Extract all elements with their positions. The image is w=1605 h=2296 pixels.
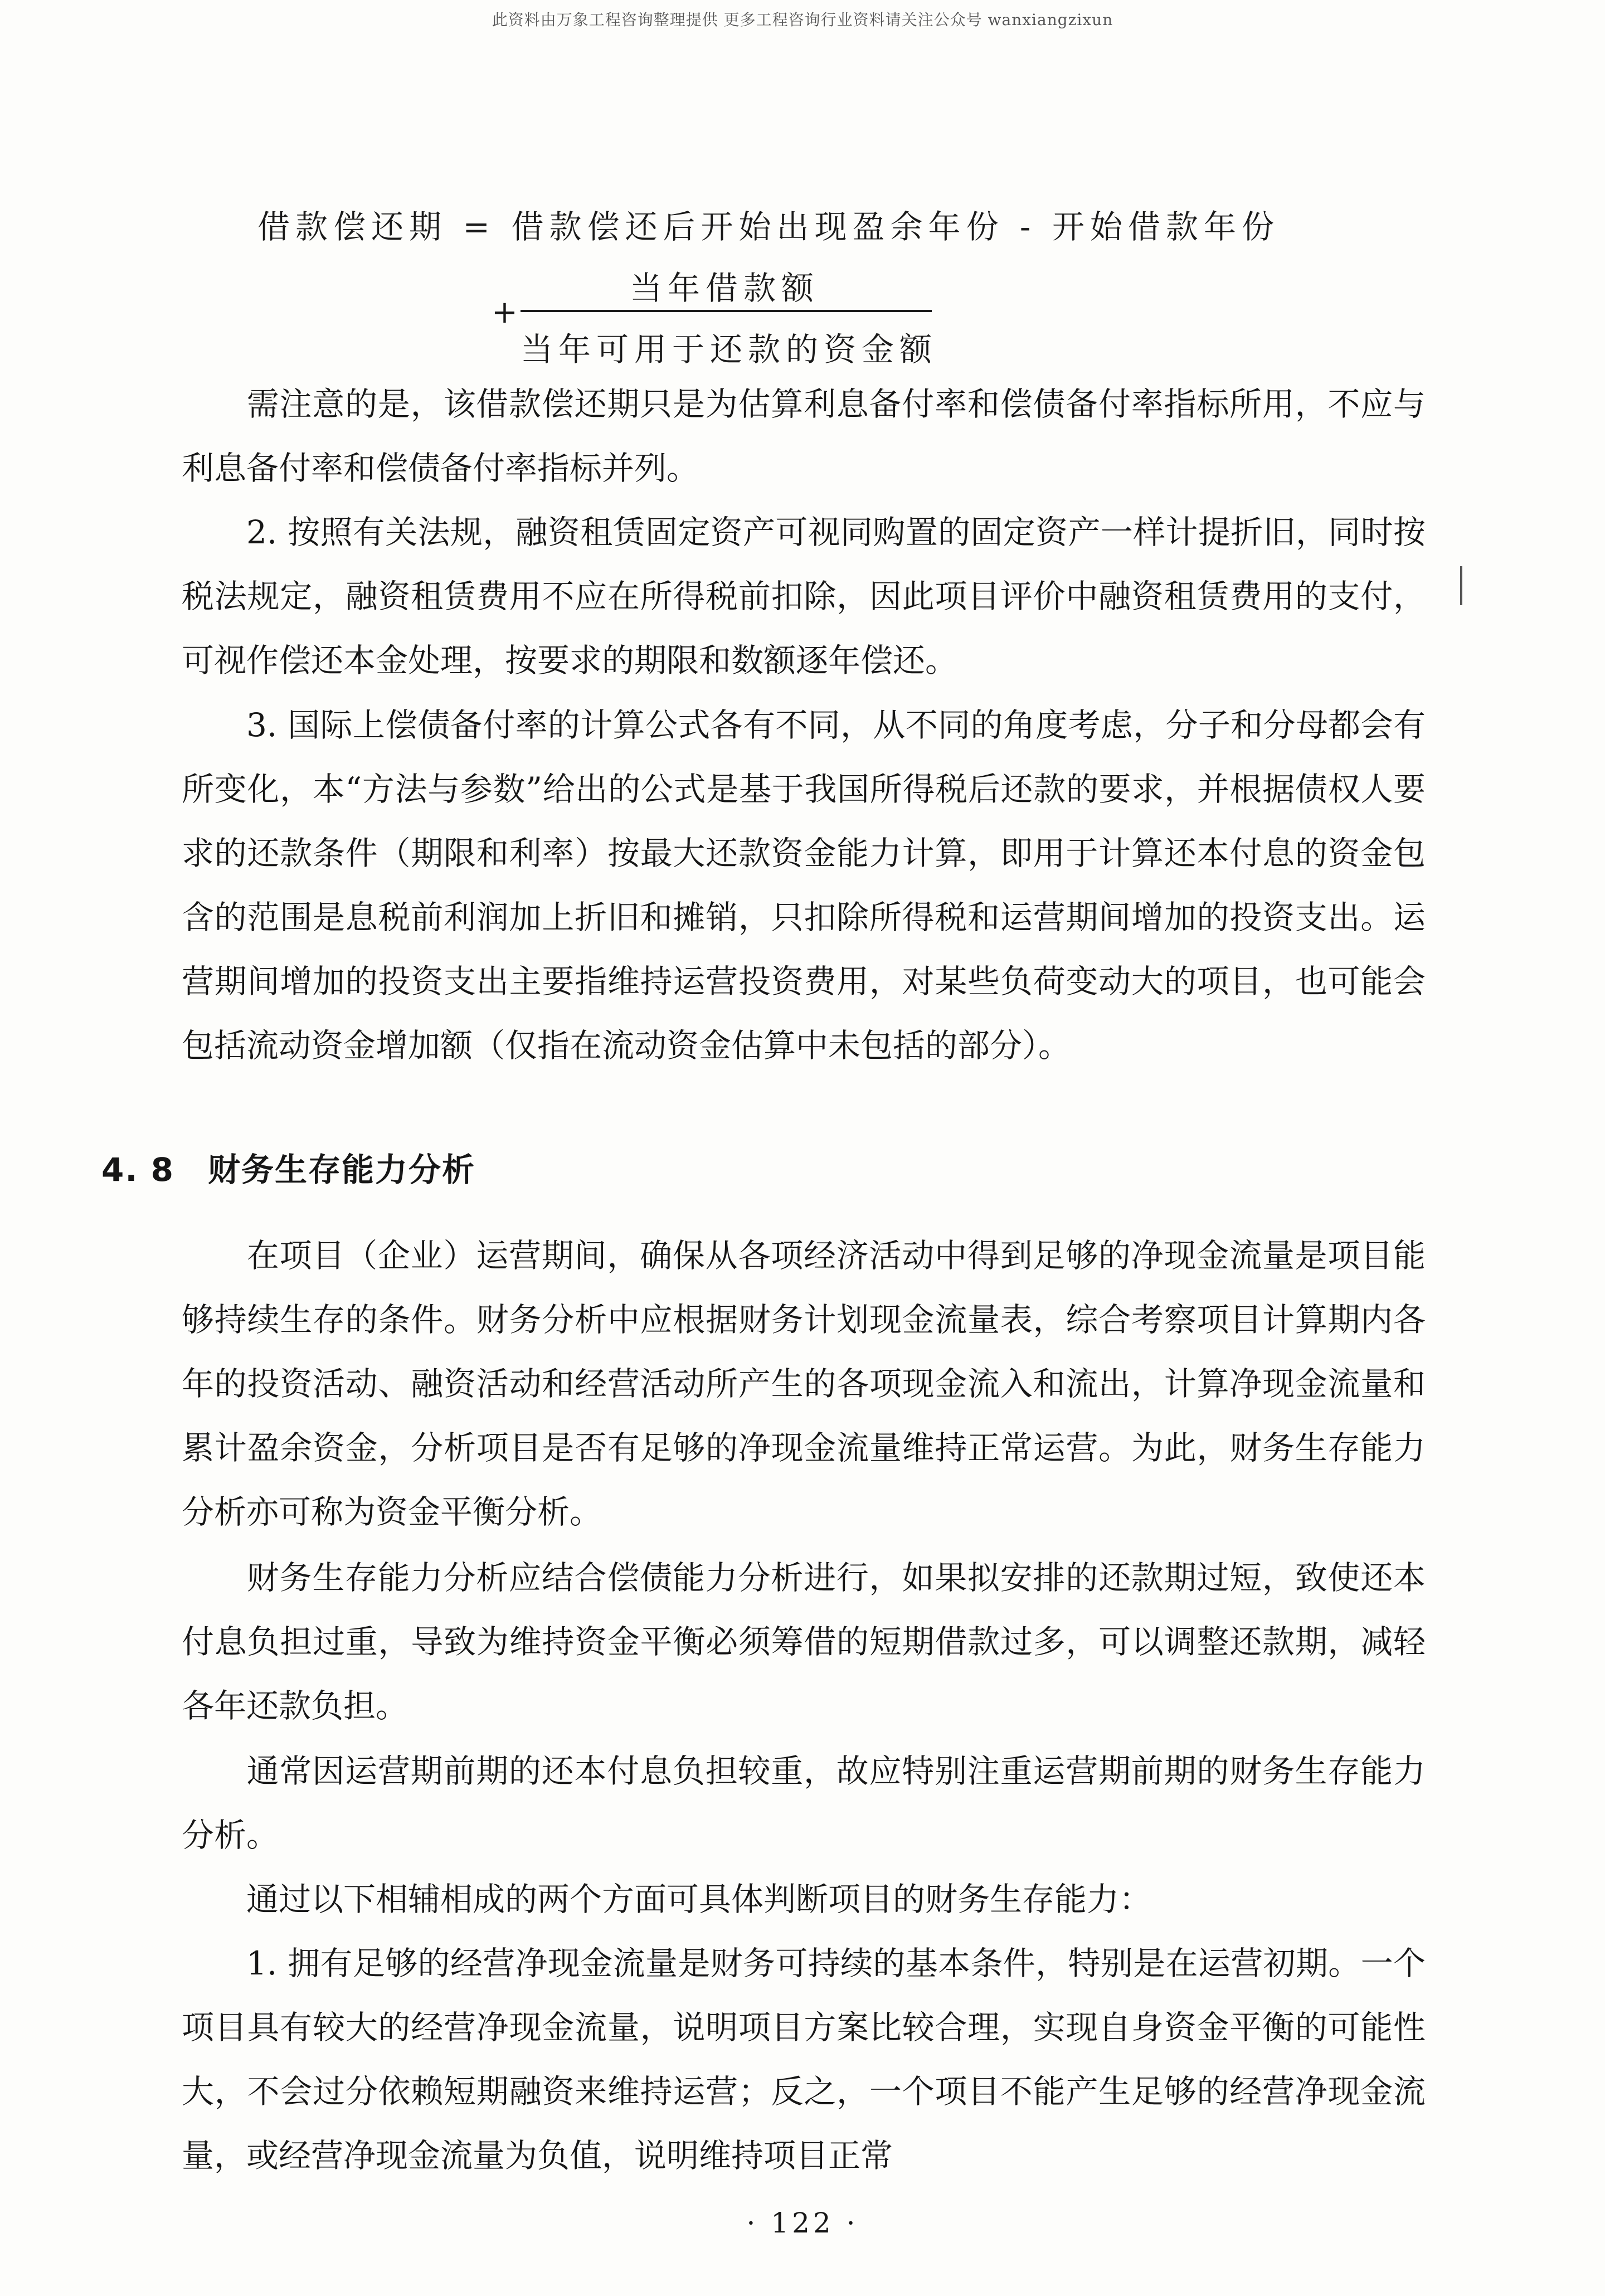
paragraph-aspect-1 [182,1932,1426,2188]
section-heading [101,1144,475,1190]
section-title: 财务生存能力分析 [207,1151,475,1189]
formula-numerator: 当年借款额 [630,269,820,307]
paragraph-early-period [182,1739,1426,1867]
header-watermark: 此资料由万象工程咨询整理提供 更多工程咨询行业资料请关注公众号 wanxiangzixun [492,11,1113,29]
paragraph-two-aspects [182,1867,1426,1932]
paragraph-early-period-text: 通常因运营期前期的还本付息负担较重，故应特别注重运营期前期的财务生存能力分析。 [182,1752,1426,1854]
margin-mark [1460,566,1462,605]
formula-denominator: 当年可用于还款的资金额 [521,330,938,368]
section-number: 4. 8 [101,1151,174,1189]
paragraph-item-2-text: 2. 按照有关法规，融资租赁固定资产可视同购置的固定资产一样计提折旧，同时按税法规定，融资租赁费用不应在所得税前扣除，因此项目评价中融资租赁费用的支付，可视作偿还本金处理，按要求的期限和数额逐年偿还。 [182,513,1426,679]
formula-main-line: 借款偿还期 = 借款偿还后开始出现盈余年份 - 开始借款年份 [257,208,1280,246]
paragraph-combine [182,1546,1426,1738]
paragraph-item-3-text: 3. 国际上偿债备付率的计算公式各有不同，从不同的角度考虑，分子和分母都会有所变化，本“方法与参数”给出的公式是基于我国所得税后还款的要求，并根据债权人要求的还款条件（期限和利率）按最大还款资金能力计算，即用于计算还本付息的资金包含的范围是息税前利润加上折旧和摊销，只扣除所得税和运营期间增加的投资支出。运营期间增加的投资支出主要指维持运营投资费用，对某些负荷变动大的项目，也可能会包括流动资金增加额（仅指在流动资金估算中未包括的部分）。 [182,706,1426,1064]
paragraph-item-3 [182,693,1426,1078]
paragraph-intro [182,1224,1426,1544]
formula-plus: + [492,294,518,330]
paragraph-intro-text: 在项目（企业）运营期间，确保从各项经济活动中得到足够的净现金流量是项目能够持续生存的条件。财务分析中应根据财务计划现金流量表，综合考察项目计算期内各年的投资活动、融资活动和经营活动所产生的各项现金流入和流出，计算净现金流量和累计盈余资金，分析项目是否有足够的净现金流量维持正常运营。为此，财务生存能力分析亦可称为资金平衡分析。 [182,1237,1426,1531]
formula-fraction-bar [521,310,932,312]
page-number: · 122 · [746,2207,859,2239]
paragraph-aspect-1-text: 1. 拥有足够的经营净现金流量是财务可持续的基本条件，特别是在运营初期。一个项目具有较大的经营净现金流量，说明项目方案比较合理，实现自身资金平衡的可能性大，不会过分依赖短期融资来维持运营；反之，一个项目不能产生足够的经营净现金流量，或经营净现金流量为负值，说明维持项目正常 [182,1944,1426,2175]
paragraph-combine-text: 财务生存能力分析应结合偿债能力分析进行，如果拟安排的还款期过短，致使还本付息负担过重，导致为维持资金平衡必须筹借的短期借款过多，可以调整还款期，减轻各年还款负担。 [182,1559,1426,1725]
paragraph-item-2 [182,500,1426,693]
paragraph-note-text: 需注意的是，该借款偿还期只是为估算利息备付率和偿债备付率指标所用，不应与利息备付率和偿债备付率指标并列。 [182,385,1426,487]
paragraph-note [182,372,1426,500]
paragraph-two-aspects-text: 通过以下相辅相成的两个方面可具体判断项目的财务生存能力： [246,1880,1152,1918]
